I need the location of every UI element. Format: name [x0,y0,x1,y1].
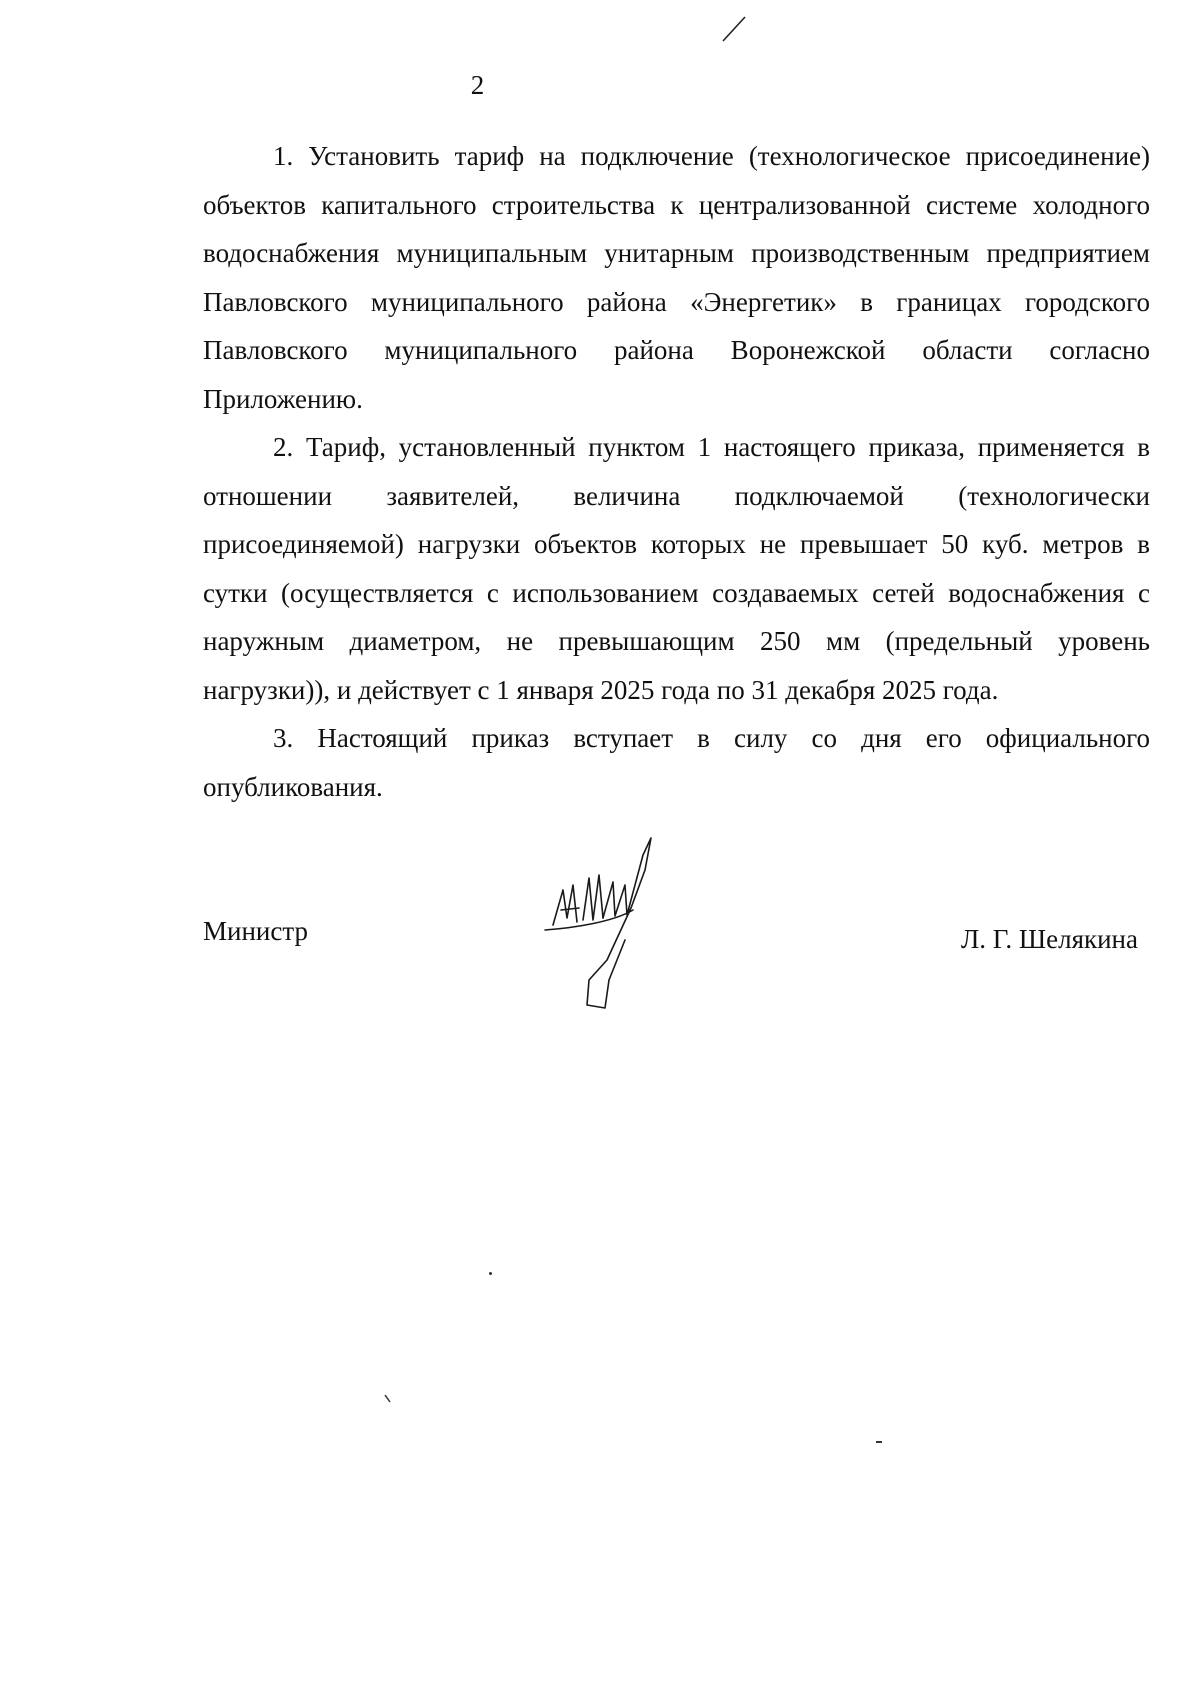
signer-position: Министр [203,916,308,946]
signer-name: Л. Г. Шелякина [961,924,1138,954]
document-body [203,132,1150,811]
page-number: 2 [470,70,485,100]
scan-tick-mark [383,1393,393,1405]
corner-slash-mark [720,14,750,44]
paragraph-2: 2. Тариф, установленный пунктом 1 настоящего приказа, применяется в отношении заявителей, величина подключаемой (технологически присоединяемой) нагрузки объектов которых не превышает 50 куб. метров в сутки (осуществляется с использованием создаваемых сетей водоснабжения с наружным диаметром, не превышающим 250 мм (предельный уровень нагрузки)), и действует с 1 января 2025 года по 31 декабря 2025 года. [203,432,1150,705]
paragraph-1: 1. Установить тариф на подключение (технологическое присоединение) объектов капитального строительства к централизованной системе холодного водоснабжения муниципальным унитарным производственным предприятием Павловского муниципального района «Энергетик» в границах городского Павловского муниципального района Воронежской области согласно Приложению. [203,141,1150,414]
paragraph-3: 3. Настоящий приказ вступает в силу со дня его официального опубликования. [203,723,1150,802]
signature-block [203,900,1138,1050]
scan-speck [489,1272,492,1275]
handwritten-signature [533,830,693,1030]
scan-dash [876,1441,882,1443]
